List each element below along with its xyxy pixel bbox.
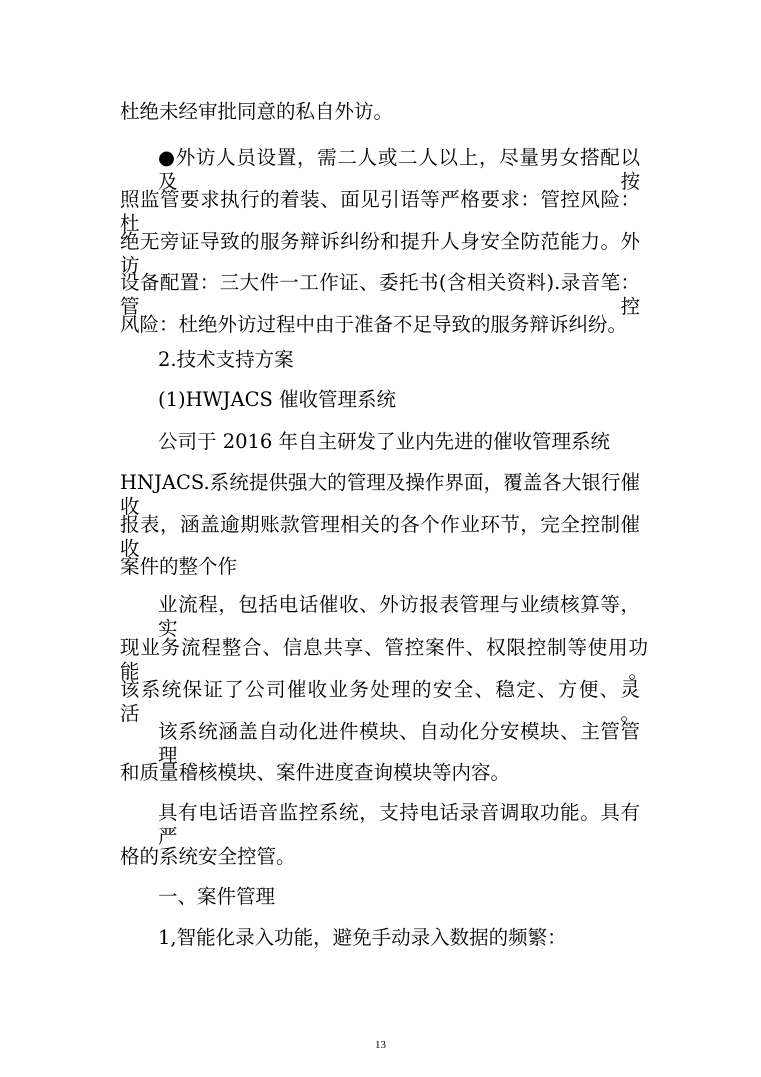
text-line: 1,智能化录入功能，避免手动录入数据的频繁： xyxy=(158,926,567,949)
text-line: 业流程，包括电话催收、外访报表管理与业绩核算等，实 xyxy=(158,593,640,640)
text-line: 和质量稽核模块、案件进度查询模块等内容。 xyxy=(120,761,511,784)
text-line: 现业务流程整合、信息共享、管控案件、权限控制等使用功能。 xyxy=(120,636,648,683)
text-line: 该系统涵盖自动化进件模块、自动化分安模块、主管管理 xyxy=(158,720,640,767)
page-number: 13 xyxy=(375,1039,386,1051)
text-line: 设备配置：三大件一工作证、委托书(含相关资料).录音笔：管控 xyxy=(120,271,640,318)
text-line: 公司于 2016 年自主研发了业内先进的催收管理系统 xyxy=(158,430,611,453)
text-line: 该系统保证了公司催收业务处理的安全、稳定、方便、灵活。 xyxy=(120,678,640,725)
text-line: 报表，涵盖逾期账款管理相关的各个作业环节，完全控制催收 xyxy=(120,513,640,560)
text-line: 绝无旁证导致的服务辩诉纠纷和提升人身安全防范能力。外访 xyxy=(120,230,640,277)
text-line: 格的系统安全控管。 xyxy=(120,845,296,868)
text-line: 杜绝未经审批同意的私自外访。 xyxy=(120,100,394,123)
text-line: 风险：杜绝外访过程中由于准备不足导致的服务辩诉纠纷。 xyxy=(120,313,628,336)
text-line: 具有电话语音监控系统，支持电话录音调取功能。具有严 xyxy=(158,801,640,848)
text-line: HNJACS.系统提供强大的管理及操作界面，覆盖各大银行催收 xyxy=(120,471,640,518)
subsection-heading: (1)HWJACS 催收管理系统 xyxy=(158,388,397,411)
section-heading: 一、案件管理 xyxy=(158,885,276,908)
bullet-paragraph-line: ●外访人员设置，需二人或二人以上，尽量男女搭配以及按 xyxy=(158,146,640,193)
text-line: 案件的整个作 xyxy=(120,555,238,578)
text-line: 照监管要求执行的着装、面见引语等严格要求：管控风险：杜 xyxy=(120,188,640,235)
section-heading: 2.技术支持方案 xyxy=(158,348,294,371)
